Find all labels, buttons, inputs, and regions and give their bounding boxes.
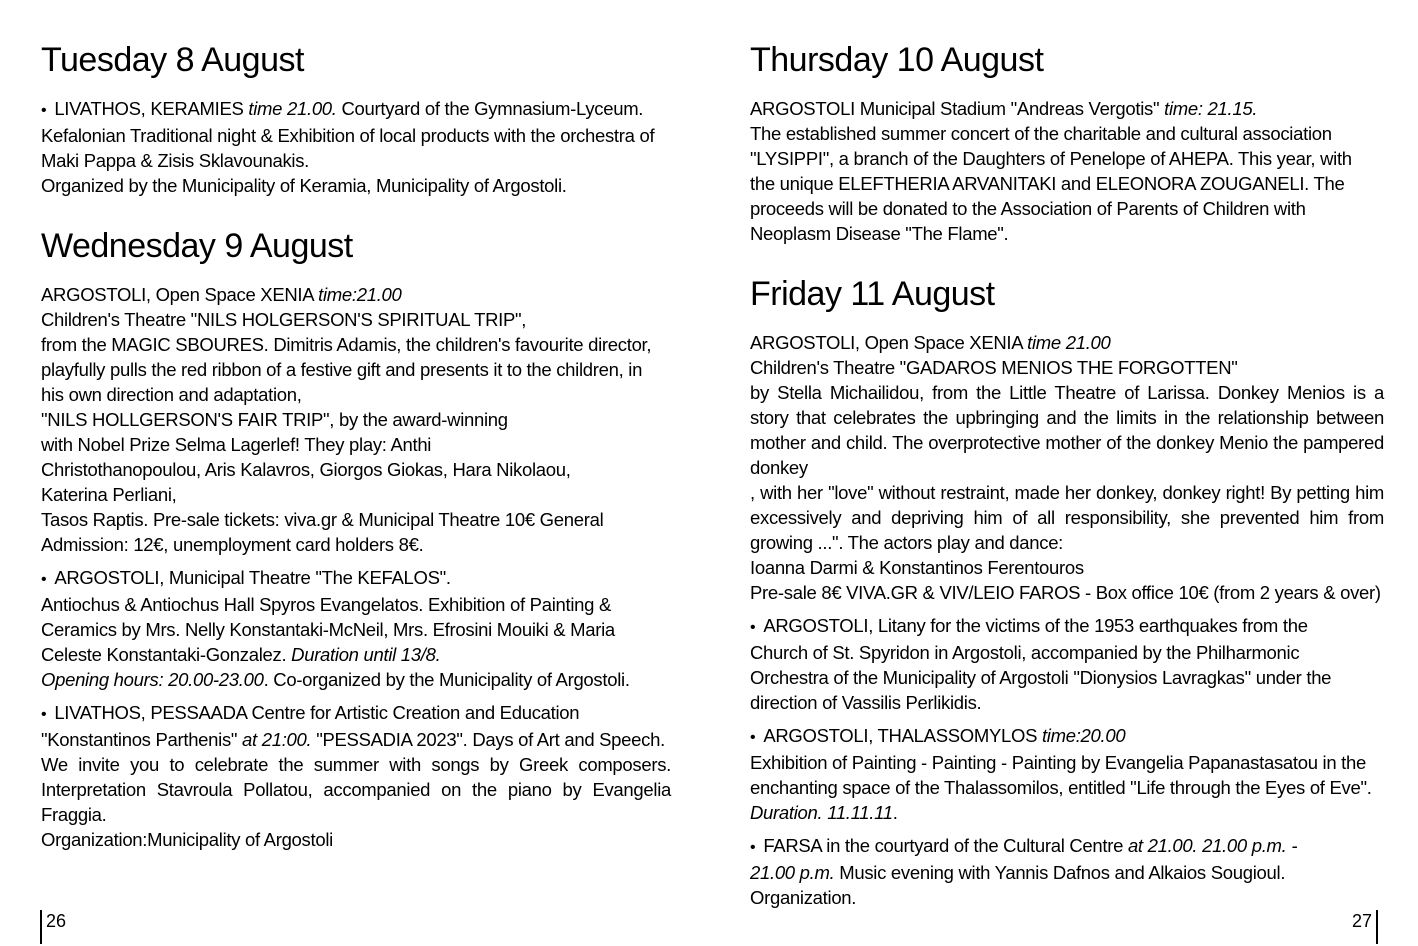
event-line <box>41 96 671 123</box>
event-line: Pre-sale 8€ VIVA.GR & VIV/LEIO FAROS - Box office 10€ (from 2 years & over) <box>750 582 1381 603</box>
event-line: proceeds will be donated to the Association of Parents of Children with <box>750 198 1306 219</box>
event-time: time:20.00 <box>1041 725 1126 746</box>
event-location: LIVATHOS, KERAMIES <box>54 98 249 119</box>
event-line: Exhibition of Painting - Painting - Painting by Evangelia Papanastasatou in the <box>750 752 1366 773</box>
event-line: Maki Pappa & Zisis Sklavounakis. <box>41 150 310 171</box>
event-nils-holgerson <box>41 282 671 557</box>
event-line: Church of St. Spyridon in Argostoli, accompanied by the Philharmonic <box>750 642 1300 663</box>
bullet-icon: • <box>41 102 47 119</box>
event-line: Orchestra of the Municipality of Argostoli "Dionysios Lavragkas" under the <box>750 667 1332 688</box>
event-location: ARGOSTOLI Municipal Stadium "Andreas Vergotis" <box>750 98 1165 119</box>
event-line <box>750 613 1384 640</box>
event-line <box>41 565 671 592</box>
event-line: Christothanopoulou, Aris Kalavros, Giorgos Giokas, Hara Nikolaou, <box>41 459 571 480</box>
event-text: . <box>892 802 898 823</box>
event-line <box>41 727 671 752</box>
event-line <box>750 833 1384 860</box>
event-line <box>750 860 1384 885</box>
event-time: time 21.00. <box>248 98 337 119</box>
event-organizer: . Co-organized by the Municipality of Argostoli. <box>263 669 630 690</box>
event-duration: Duration until 13/8. <box>291 644 441 665</box>
event-line: Neoplasm Disease "The Flame". <box>750 223 1009 244</box>
event-line: Kefalonian Traditional night & Exhibition of local products with the orchestra of <box>41 125 655 146</box>
event-organizer: Organization. <box>750 887 857 908</box>
event-lysippi-concert <box>750 96 1384 246</box>
page-number-left: 26 <box>40 910 66 944</box>
right-page <box>750 38 1384 918</box>
event-location: ARGOSTOLI, THALASSOMYLOS <box>763 725 1042 746</box>
left-page <box>41 38 671 860</box>
event-location: ARGOSTOLI, Open Space XENIA <box>750 332 1028 353</box>
event-line: direction of Vassilis Perlikidis. <box>750 692 982 713</box>
event-line: the unique ELEFTHERIA ARVANITAKI and ELEONORA ZOUGANELI. The <box>750 173 1345 194</box>
event-time: 21.00 p.m. <box>750 862 835 883</box>
event-livathos-keramies <box>41 96 671 198</box>
event-organizer: Organized by the Municipality of Keramia, Municipality of Argostoli. <box>41 175 567 196</box>
event-time: time 21.00 <box>1027 332 1111 353</box>
page-number-right: 27 <box>1352 910 1378 944</box>
event-line: growing ...". The actors play and dance: <box>750 532 1064 553</box>
event-line: Ceramics by Mrs. Nelly Konstantaki-McNeil, Mrs. Efrosini Mouiki & Maria <box>41 619 615 640</box>
event-line: donkey <box>750 457 808 478</box>
event-time: at 21.00. 21.00 p.m. - <box>1127 835 1298 856</box>
event-pessaada <box>41 700 671 852</box>
event-location: ARGOSTOLI, Open Space XENIA <box>41 284 319 305</box>
bullet-icon: • <box>41 706 47 723</box>
event-line: playfully pulls the red ribbon of a festive gift and presents it to the children, in <box>41 359 643 380</box>
event-text: "Konstantinos Parthenis" <box>41 729 243 750</box>
event-municipal-theatre-kefalos <box>41 565 671 692</box>
event-location: FARSA in the courtyard of the Cultural Centre <box>763 835 1128 856</box>
event-line: Interpretation Stavroula Pollatou, accompanied on the piano by Evangelia <box>41 779 671 800</box>
event-time: time:21.00 <box>318 284 402 305</box>
event-line: by Stella Michailidou, from the Little Theatre of Larissa. Donkey Menios is a <box>750 382 1384 403</box>
event-line: Admission: 12€, unemployment card holders 8€. <box>41 534 424 555</box>
event-time: time: 21.15. <box>1164 98 1258 119</box>
event-line: mother and child. The overprotective mother of the donkey Menio the pampered <box>750 432 1384 453</box>
event-line: enchanting space of the Thalassomilos, entitled "Life through the Eyes of Eve". <box>750 777 1372 798</box>
event-location: LIVATHOS, PESSAADA Centre for Artistic Creation and Education <box>54 702 580 723</box>
event-venue: Courtyard of the Gymnasium-Lyceum. <box>336 98 644 119</box>
event-gadaros-menios <box>750 330 1384 605</box>
bullet-icon: • <box>41 571 47 588</box>
event-line: excessively and depriving him of all responsibility, she prevented him from <box>750 507 1384 528</box>
event-line: Children's Theatre "GADAROS MENIOS THE FORGOTTEN" <box>750 357 1238 378</box>
event-hours: Opening hours: 20.00-23.00 <box>41 669 264 690</box>
event-line: Antiochus & Antiochus Hall Spyros Evangelatos. Exhibition of Painting & <box>41 594 612 615</box>
event-text: "PESSADIA 2023". Days of Art and Speech. <box>311 729 665 750</box>
event-litany-earthquakes <box>750 613 1384 715</box>
event-line <box>750 723 1384 750</box>
event-line <box>750 330 1384 355</box>
day-heading-tuesday: Tuesday 8 August <box>41 41 304 79</box>
event-time: at 21:00. <box>242 729 312 750</box>
event-location: ARGOSTOLI, Municipal Theatre "The KEFALOS". <box>54 567 451 588</box>
event-duration: Duration. 11.11.11 <box>750 802 893 823</box>
event-line: , with her "love" without restraint, made her donkey, donkey right! By petting him <box>750 482 1384 503</box>
event-line: Fraggia. <box>41 804 107 825</box>
event-line: Children's Theatre "NILS HOLGERSON'S SPIRITUAL TRIP", <box>41 309 527 330</box>
event-line: Katerina Perliani, <box>41 484 177 505</box>
event-line: from the MAGIC SBOURES. Dimitris Adamis, the children's favourite director, <box>41 334 652 355</box>
event-line: "LYSIPPI", a branch of the Daughters of Penelope of AHEPA. This year, with <box>750 148 1352 169</box>
event-line: We invite you to celebrate the summer with songs by Greek composers. <box>41 754 671 775</box>
event-line: "NILS HOLLGERSON'S FAIR TRIP", by the award-winning <box>41 409 508 430</box>
bullet-icon: • <box>750 839 756 856</box>
event-thalassomylos <box>750 723 1384 825</box>
event-line <box>41 642 671 667</box>
event-line <box>750 800 1384 825</box>
event-text: Music evening with Yannis Dafnos and Alkaios Sougioul. <box>834 862 1286 883</box>
event-line: Ioanna Darmi & Konstantinos Ferentouros <box>750 557 1084 578</box>
event-text: Celeste Konstantaki-Gonzalez. <box>41 644 292 665</box>
event-line: with Nobel Prize Selma Lagerlef! They play: Anthi <box>41 434 432 455</box>
day-heading-wednesday: Wednesday 9 August <box>41 227 353 265</box>
event-line: story that celebrates the upbringing and the limits in the relationship between <box>750 407 1384 428</box>
event-line: Tasos Raptis. Pre-sale tickets: viva.gr & Municipal Theatre 10€ General <box>41 509 604 530</box>
day-heading-friday: Friday 11 August <box>750 275 995 313</box>
event-farsa <box>750 833 1384 910</box>
event-line <box>750 96 1384 121</box>
event-line <box>41 282 671 307</box>
event-line: his own direction and adaptation, <box>41 384 302 405</box>
event-line <box>41 700 671 727</box>
event-organizer: Organization:Municipality of Argostoli <box>41 829 333 850</box>
event-location: ARGOSTOLI, Litany for the victims of the 1953 earthquakes from the <box>763 615 1308 636</box>
day-heading-thursday: Thursday 10 August <box>750 41 1044 79</box>
event-line: The established summer concert of the charitable and cultural association <box>750 123 1332 144</box>
bullet-icon: • <box>750 729 756 746</box>
event-line <box>41 667 671 692</box>
bullet-icon: • <box>750 619 756 636</box>
